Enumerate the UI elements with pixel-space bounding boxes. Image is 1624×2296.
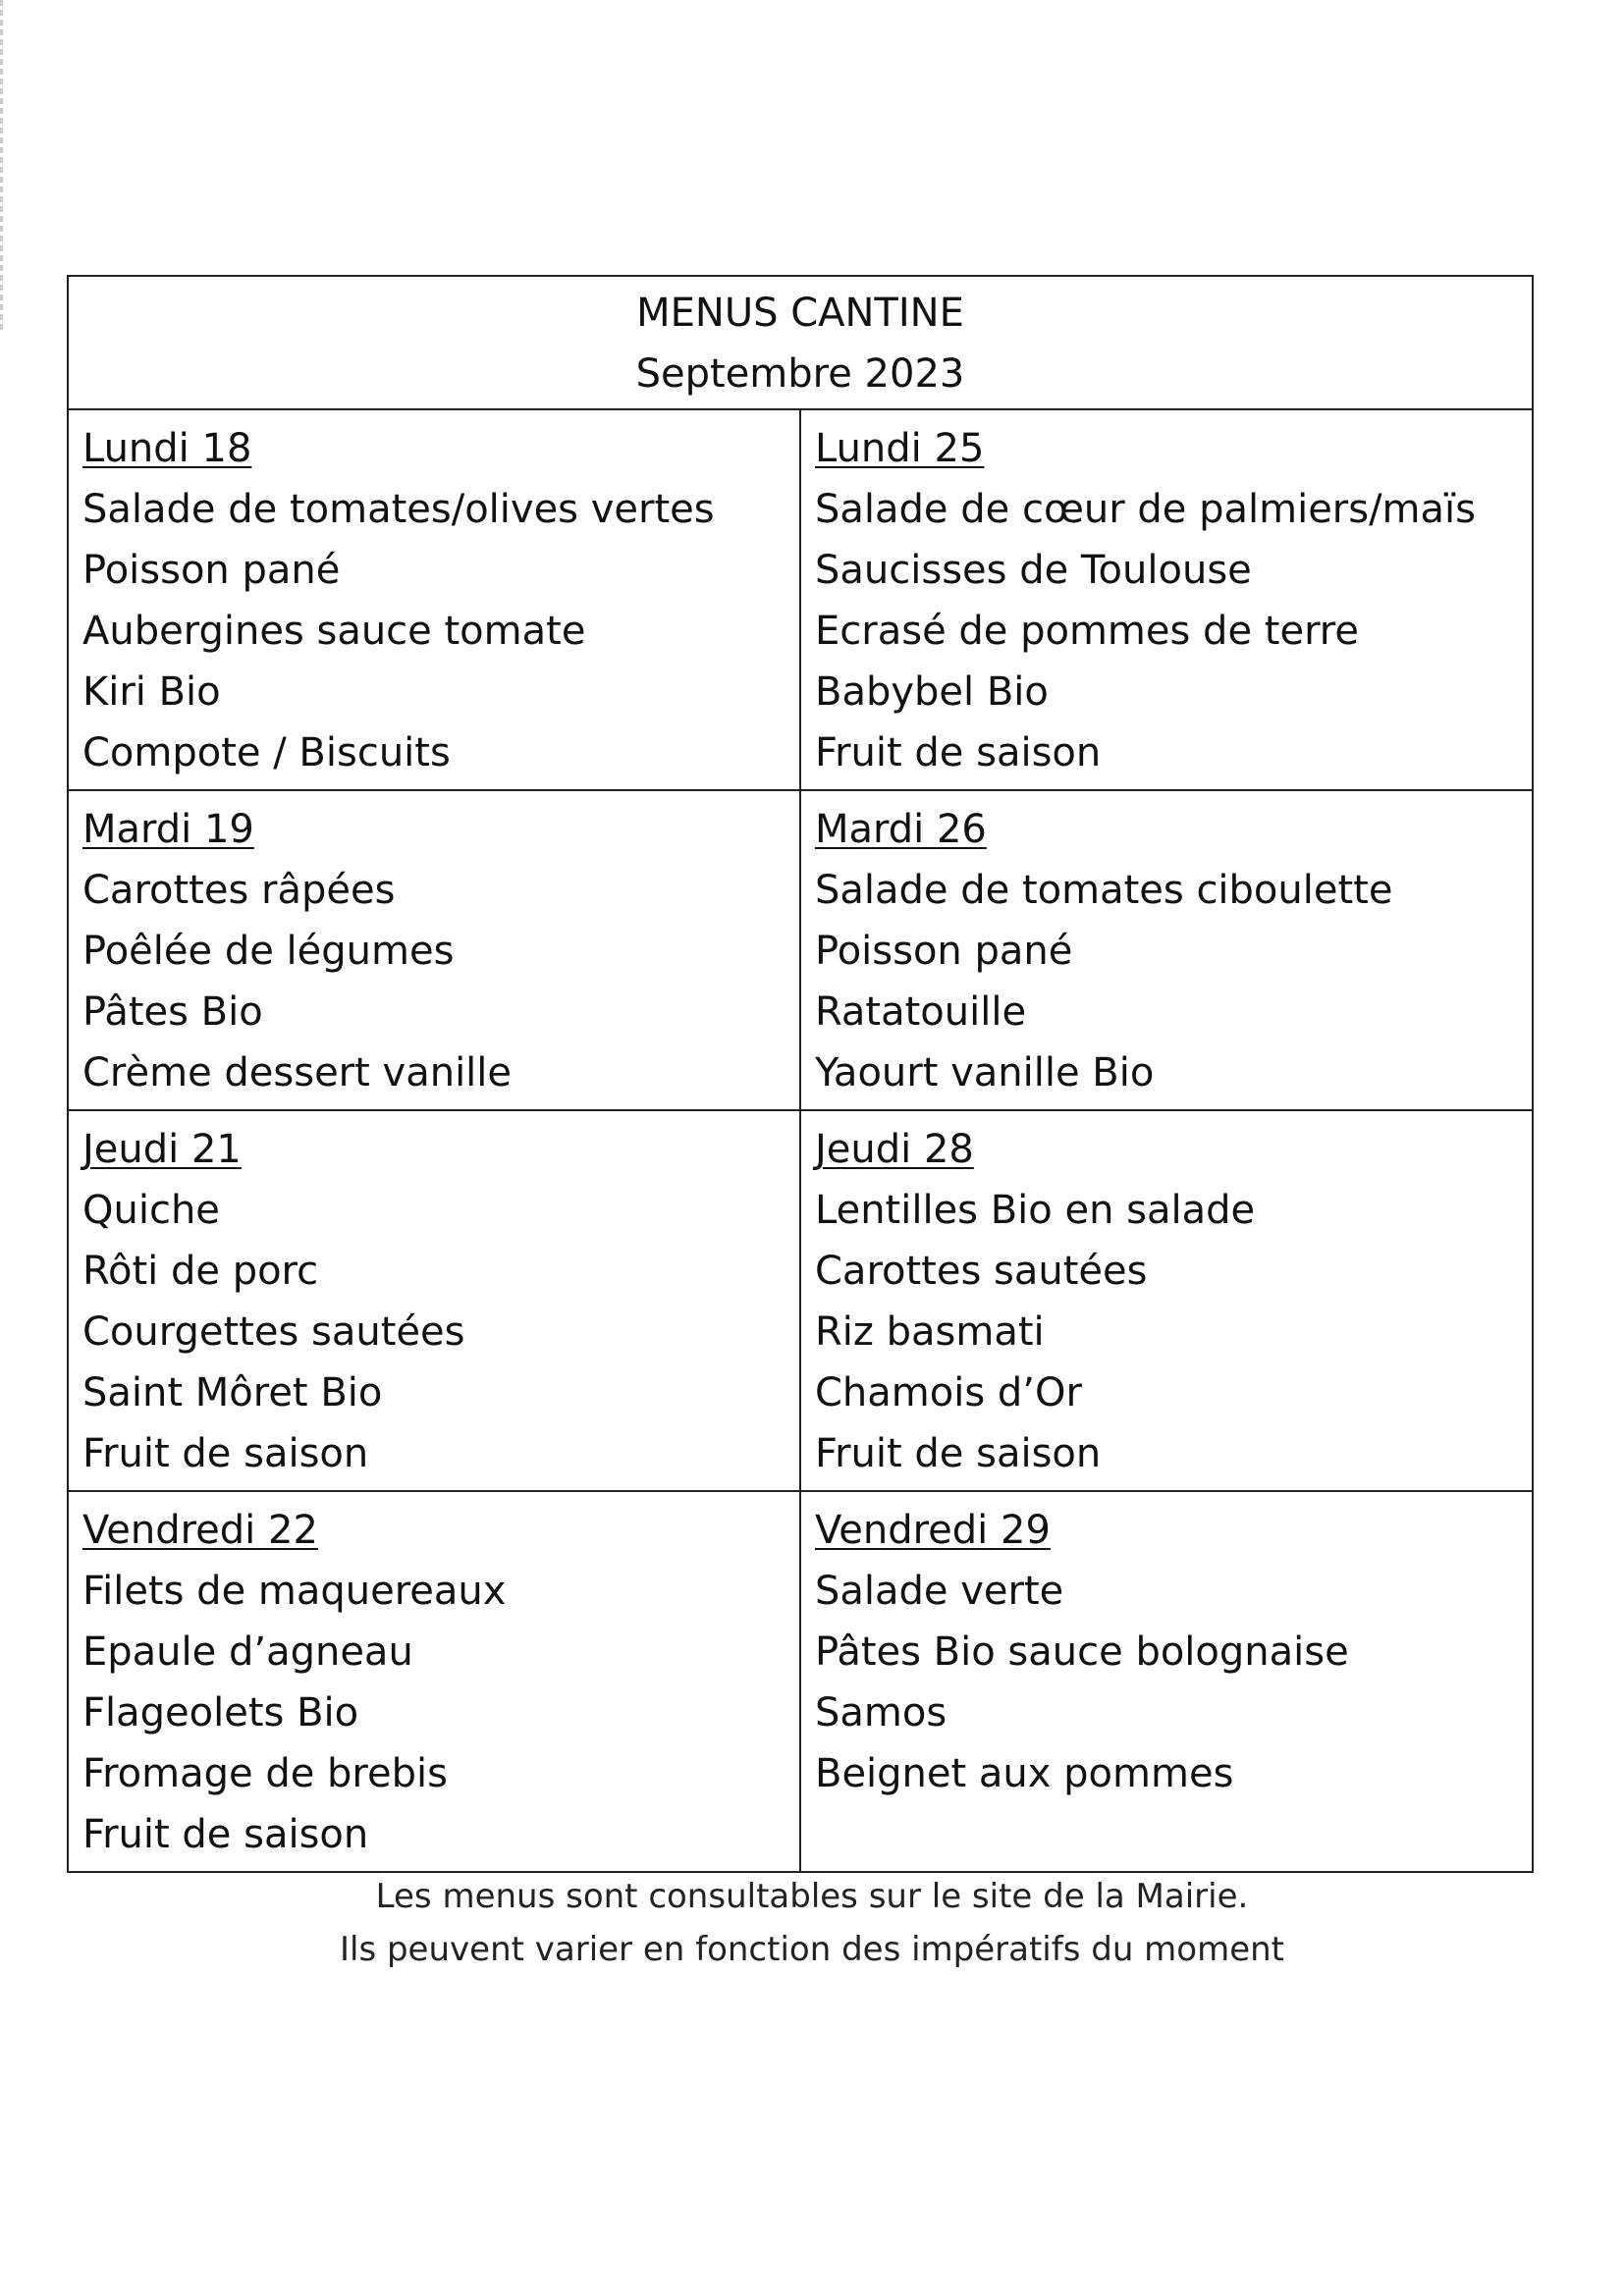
day-cell [68,790,800,1110]
dish-item: Carottes râpées [82,868,396,913]
dish-item: Aubergines sauce tomate [82,609,586,654]
dish-item: Poisson pané [82,548,341,593]
day-cell [68,1110,800,1491]
menu-table [67,275,1534,1873]
day-label: Vendredi 22 [82,1508,318,1553]
page-title: MENUS CANTINE [636,291,964,336]
day-label: Mardi 26 [815,807,987,852]
scan-edge-mark [0,0,3,334]
footer-note [0,1870,1624,1976]
month-subtitle: Septembre 2023 [635,351,965,397]
dish-list [82,1561,785,1865]
dish-item: Fruit de saison [82,1431,369,1476]
dish-item: Filets de maquereaux [82,1569,507,1614]
dish-item: Fruit de saison [82,1812,369,1857]
dish-item: Babybel Bio [815,669,1049,715]
dish-item: Carottes sautées [815,1249,1148,1294]
dish-item: Riz basmati [815,1309,1045,1355]
dish-list [815,1561,1518,1804]
week-row [68,409,1533,790]
day-cell [800,409,1533,790]
week-row [68,1110,1533,1491]
dish-item: Ecrasé de pommes de terre [815,609,1359,654]
dish-item: Saint Môret Bio [82,1370,383,1415]
dish-item: Epaule d’agneau [82,1629,413,1675]
dish-item: Samos [815,1690,947,1735]
dish-item: Poisson pané [815,929,1073,974]
dish-item: Pâtes Bio [82,989,263,1035]
day-label: Vendredi 29 [815,1508,1051,1553]
dish-list [82,479,785,783]
dish-item: Pâtes Bio sauce bolognaise [815,1629,1349,1675]
day-cell [68,409,800,790]
dish-item: Fruit de saison [815,730,1102,775]
dish-item: Chamois d’Or [815,1370,1082,1415]
footer-line: Les menus sont consultables sur le site de la Mairie. [375,1877,1249,1916]
dish-item: Lentilles Bio en salade [815,1188,1256,1233]
dish-item: Yaourt vanille Bio [815,1050,1155,1095]
dish-list [815,860,1518,1103]
dish-item: Compote / Biscuits [82,730,451,775]
dish-list [815,1180,1518,1484]
week-row [68,790,1533,1110]
dish-list [82,860,785,1103]
dish-list [82,1180,785,1484]
day-cell [800,790,1533,1110]
dish-list [815,479,1518,783]
dish-item: Ratatouille [815,989,1027,1035]
dish-item: Fromage de brebis [82,1751,448,1796]
dish-item: Fruit de saison [815,1431,1102,1476]
day-cell [68,1491,800,1872]
dish-item: Crème dessert vanille [82,1050,513,1095]
dish-item: Poêlée de légumes [82,929,455,974]
week-row [68,1491,1533,1872]
day-label: Jeudi 21 [82,1127,242,1172]
dish-item: Salade de tomates/olives vertes [82,487,715,532]
day-label: Mardi 19 [82,807,254,852]
dish-item: Salade verte [815,1569,1064,1614]
dish-item: Salade de tomates ciboulette [815,868,1393,913]
dish-item: Saucisses de Toulouse [815,548,1252,593]
dish-item: Salade de cœur de palmiers/maïs [815,487,1476,532]
dish-item: Kiri Bio [82,669,221,715]
dish-item: Rôti de porc [82,1249,319,1294]
day-label: Lundi 25 [815,426,985,471]
day-label: Jeudi 28 [815,1127,974,1172]
dish-item: Quiche [82,1188,220,1233]
dish-item: Courgettes sautées [82,1309,465,1355]
day-cell [800,1491,1533,1872]
dish-item: Flageolets Bio [82,1690,359,1735]
day-label: Lundi 18 [82,426,252,471]
dish-item: Beignet aux pommes [815,1751,1234,1796]
footer-line: Ils peuvent varier en fonction des impératifs du moment [339,1930,1285,1969]
table-header [68,276,1533,409]
day-cell [800,1110,1533,1491]
table-header-row [68,276,1533,409]
